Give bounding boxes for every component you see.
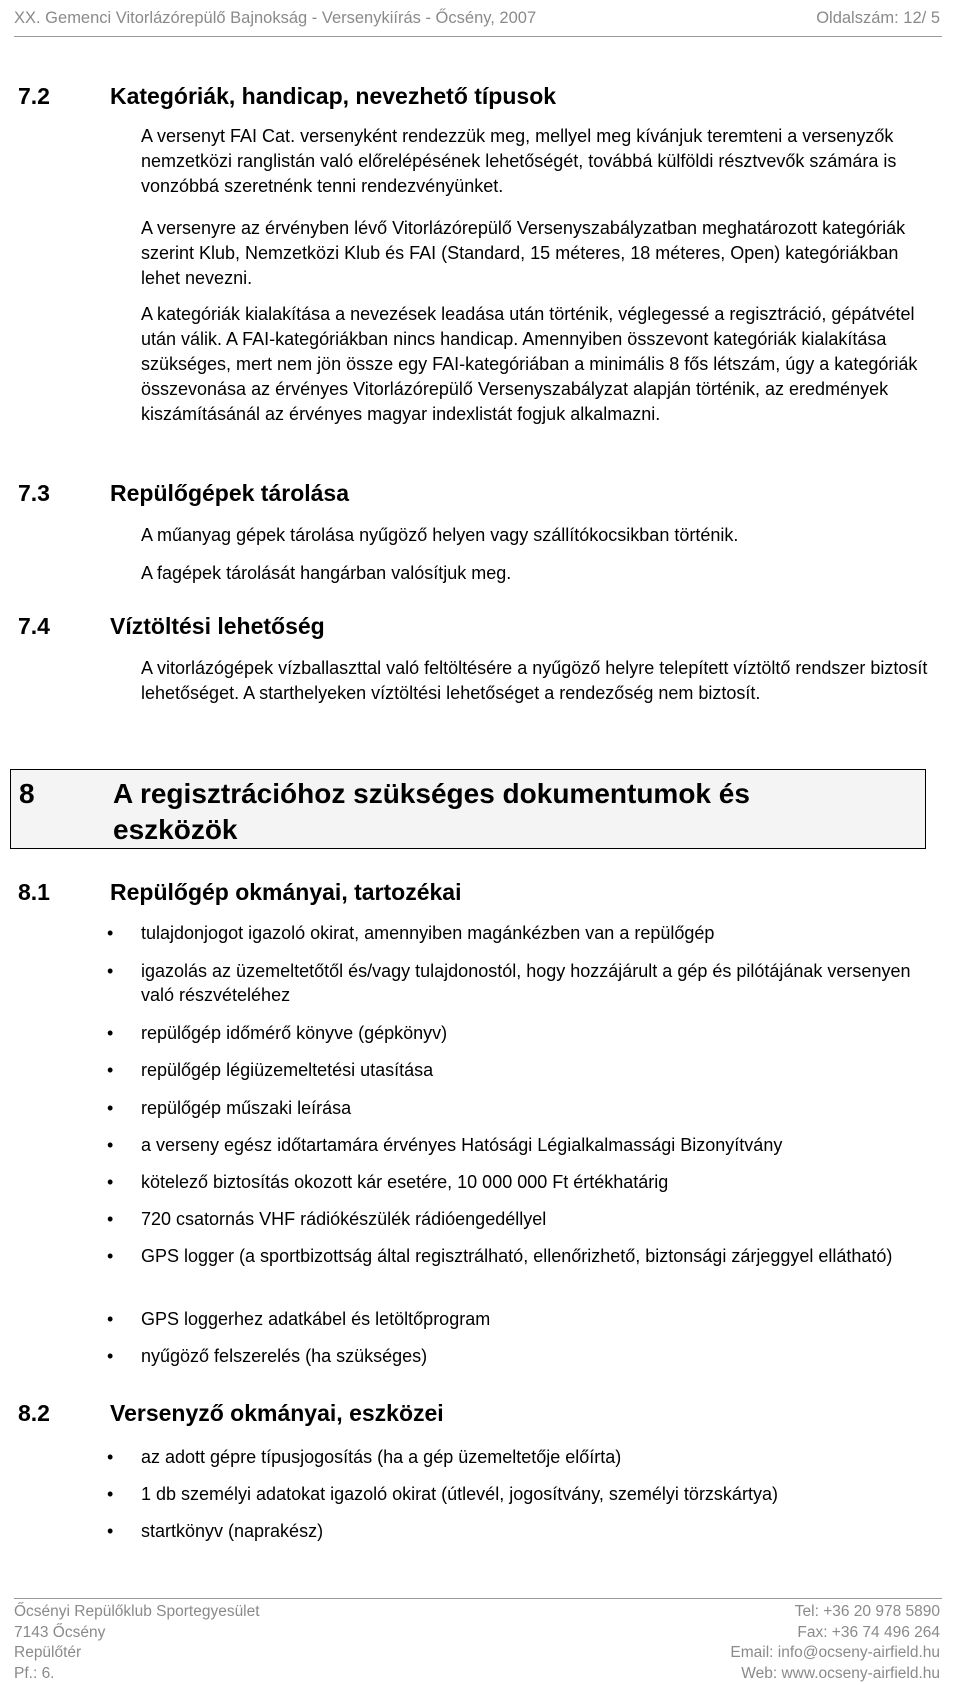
bullet-icon: • bbox=[107, 1309, 114, 1329]
page-number: Oldalszám: 12/ 5 bbox=[816, 8, 940, 27]
section-title: Víztöltési lehetőség bbox=[110, 613, 325, 639]
page-header bbox=[14, 4, 940, 32]
phone: Tel: +36 20 978 5890 bbox=[794, 1603, 940, 1620]
section-7-2-heading bbox=[18, 81, 556, 111]
section-7-3-heading bbox=[18, 478, 349, 508]
header-divider bbox=[14, 36, 942, 37]
bullet-icon: • bbox=[107, 1172, 114, 1192]
section-title: Kategóriák, handicap, nevezhető típusok bbox=[110, 83, 557, 109]
paragraph: A kategóriák kialakítása a nevezések leadása után történik, véglegessé a regisztráció, gépátvétel után válik. A FAI-kategóriákban nincs handicap. Amennyiben összevont kategóriák kialakítása szükséges, mert nem jön össze egy FAI-kategóriában a minimális 8 fős létszám, úgy a kategóriák összevonása az érvényes Vitorlázórepülő Versenyszabályzat alapján történik, az eredmények kiszámításánál az érvényes magyar indexlistát fogjuk alkalmazni. bbox=[141, 304, 918, 424]
bullet-icon: • bbox=[107, 1246, 114, 1266]
section-title: Repülőgépek tárolása bbox=[110, 480, 350, 506]
paragraph: A műanyag gépek tárolása nyűgöző helyen vagy szállítókocsikban történik. bbox=[141, 525, 739, 545]
paragraph: A vitorlázógépek vízballaszttal való feltöltésére a nyűgöző helyre telepített víztöltő rendszer biztosít lehetőséget. A starthelyeken víztöltési lehetőséget a rendezőség nem biztosít. bbox=[141, 658, 928, 703]
bullet-icon: • bbox=[107, 1209, 114, 1229]
bullet-icon: • bbox=[107, 1346, 114, 1366]
bullet-icon: • bbox=[107, 1484, 114, 1504]
location: Repülőtér bbox=[14, 1644, 82, 1661]
fax: Fax: +36 74 496 264 bbox=[797, 1623, 940, 1641]
footer-address bbox=[14, 1602, 260, 1684]
bullet-icon: • bbox=[107, 1521, 114, 1541]
section-number: 7.2 bbox=[18, 83, 50, 109]
footer-contact bbox=[730, 1602, 940, 1684]
document-title: XX. Gemenci Vitorlázórepülő Bajnokság - Versenykiírás - Őcsény, 2007 bbox=[14, 8, 537, 27]
section-title: A regisztrációhoz szükséges dokumentumok és eszközök bbox=[113, 778, 750, 845]
section-7-4-heading bbox=[18, 611, 325, 641]
section-8-2-heading bbox=[18, 1398, 444, 1428]
bullet-icon: • bbox=[107, 1060, 114, 1080]
section-number: 7.4 bbox=[18, 613, 50, 639]
section-8-heading bbox=[10, 769, 926, 849]
bullet-icon: • bbox=[107, 1135, 114, 1155]
section-number: 8.1 bbox=[18, 879, 50, 905]
section-number: 7.3 bbox=[18, 480, 50, 506]
paragraph: A fagépek tárolását hangárban valósítjuk meg. bbox=[141, 563, 512, 583]
website: Web: www.ocseny-airfield.hu bbox=[741, 1664, 940, 1682]
paragraph: A versenyre az érvényben lévő Vitorlázórepülő Versenyszabályzatban meghatározott kategóriák szerint Klub, Nemzetközi Klub és FAI (Standard, 15 méteres, 18 méteres, Open) kategóriákban lehet nevezni. bbox=[141, 218, 906, 288]
email: Email: info@ocseny-airfield.hu bbox=[730, 1644, 940, 1661]
section-8-1-heading bbox=[18, 877, 461, 907]
bullet-icon: • bbox=[107, 1023, 114, 1043]
footer-divider bbox=[14, 1598, 942, 1599]
bullet-icon: • bbox=[107, 961, 114, 981]
bullet-icon: • bbox=[107, 1447, 114, 1467]
po-box: Pf.: 6. bbox=[14, 1664, 55, 1682]
postal-town: 7143 Őcsény bbox=[14, 1623, 106, 1641]
section-number: 8 bbox=[19, 778, 35, 809]
section-title: Versenyző okmányai, eszközei bbox=[110, 1400, 444, 1426]
section-title: Repülőgép okmányai, tartozékai bbox=[110, 879, 462, 905]
bullet-icon: • bbox=[107, 923, 114, 943]
club-name: Őcsényi Repülőklub Sportegyesület bbox=[14, 1603, 260, 1620]
bullet-icon: • bbox=[107, 1098, 114, 1118]
section-number: 8.2 bbox=[18, 1400, 50, 1426]
paragraph: A versenyt FAI Cat. versenyként rendezzük meg, mellyel meg kívánjuk teremteni a versenyzők nemzetközi ranglistán való előrelépésének lehetőségét, továbbá külföldi résztvevők számára is vonzóbbá szeretnénk tenni rendezvényünket. bbox=[141, 126, 897, 196]
